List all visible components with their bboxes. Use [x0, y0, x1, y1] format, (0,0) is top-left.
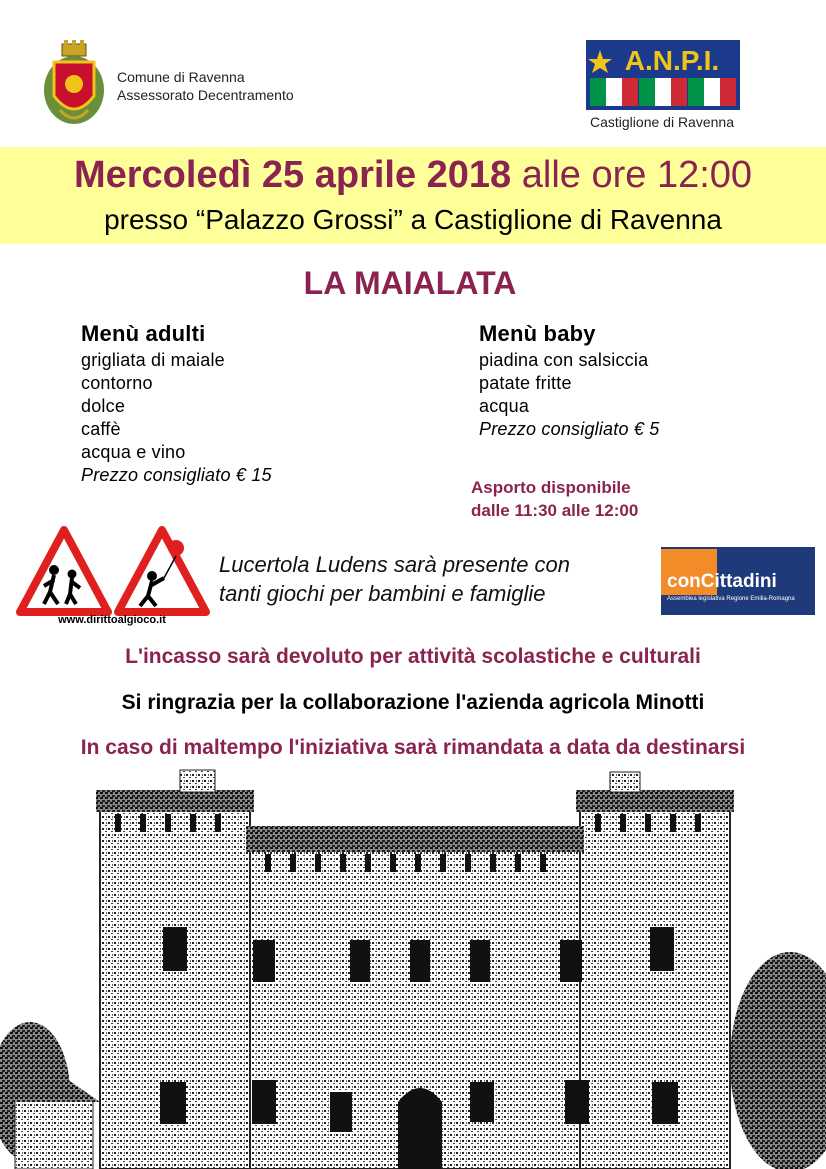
menu-item: contorno — [81, 373, 153, 393]
event-date — [0, 154, 826, 197]
menu-baby-heading: Menù baby — [479, 321, 596, 346]
anpi-caption: Castiglione di Ravenna — [590, 114, 734, 130]
anpi-logo — [586, 40, 740, 110]
comune-text — [117, 68, 294, 104]
weather-notice: In caso di maltempo l'iniziativa sarà rimandata a data da destinarsi — [80, 736, 746, 759]
menu-item: dolce — [81, 396, 126, 416]
menu-adult — [81, 321, 272, 487]
concittadini-cittadini: Cittadini — [700, 571, 777, 592]
menu-item: grigliata di maiale — [81, 350, 225, 370]
menu-item: piadina con salsiccia — [479, 350, 649, 370]
event-location: presso “Palazzo Grossi” a Castiglione di Ravenna — [104, 204, 722, 235]
menu-item: acqua e vino — [81, 442, 186, 462]
takeaway-line-2: dalle 11:30 alle 12:00 — [471, 501, 639, 520]
diritto-al-gioco-url: www.dirittoalgioco.it — [58, 614, 166, 626]
concittadini-logo — [661, 547, 815, 615]
menu-baby — [479, 321, 660, 441]
event-title: LA MAIALATA — [303, 265, 517, 301]
menu-adult-price: Prezzo consigliato € 15 — [81, 465, 272, 485]
menu-item: patate fritte — [479, 373, 572, 393]
menu-baby-price: Prezzo consigliato € 5 — [479, 419, 660, 439]
games-text — [219, 550, 570, 608]
palazzo-grossi-illustration — [0, 762, 826, 1169]
anpi-logo-text: A.N.P.I. — [624, 45, 720, 76]
thanks-notice: Si ringrazia per la collaborazione l'azienda agricola Minotti — [121, 691, 705, 714]
event-date-bold: Mercoledì 25 aprile 2018 — [73, 154, 512, 196]
comune-line-2: Assessorato Decentramento — [117, 87, 294, 103]
concittadini-logo-text — [667, 571, 777, 593]
income-notice: L'incasso sarà devoluto per attività scolastiche e culturali — [125, 645, 701, 668]
concittadini-con: con — [667, 571, 701, 592]
children-warning-signs-icon — [14, 526, 210, 616]
games-line-2: tanti giochi per bambini e famiglie — [219, 581, 546, 606]
menu-item: caffè — [81, 419, 121, 439]
menu-item: acqua — [479, 396, 530, 416]
takeaway-info — [471, 476, 638, 522]
ravenna-crest-icon — [40, 40, 108, 128]
concittadini-subtitle: Assemblea legislativa Regione Emilia-Romagna — [667, 596, 795, 602]
menu-adult-heading: Menù adulti — [81, 321, 206, 346]
games-line-1: Lucertola Ludens sarà presente con — [219, 552, 571, 577]
event-time: alle ore 12:00 — [511, 154, 753, 196]
comune-line-1: Comune di Ravenna — [117, 69, 245, 85]
takeaway-line-1: Asporto disponibile — [471, 478, 631, 497]
